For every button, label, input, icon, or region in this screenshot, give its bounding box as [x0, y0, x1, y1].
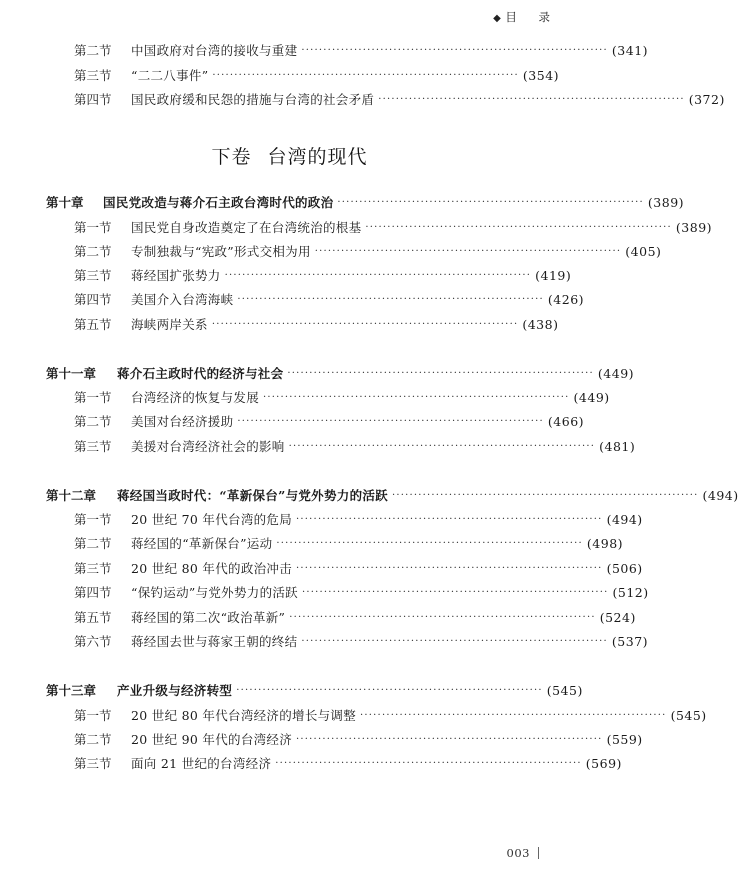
dot-leader: ······································································	[301, 635, 608, 647]
section-number: 第四节	[74, 292, 112, 307]
toc-section-row[interactable]	[74, 288, 585, 310]
volume-title: 台湾的现代	[267, 146, 368, 168]
section-title: 台湾经济的恢复与发展	[131, 390, 260, 405]
dot-leader: ······································································	[212, 69, 519, 81]
toc-section-row[interactable]	[74, 240, 662, 262]
page-ref: (494)	[702, 487, 739, 503]
dot-leader: ······································································	[296, 562, 603, 574]
running-header	[493, 9, 559, 25]
dot-leader: ······································································	[301, 44, 608, 56]
section-number: 第三节	[74, 439, 112, 454]
page-ref: (419)	[535, 267, 572, 283]
dot-leader: ······································································	[276, 537, 583, 549]
chapter-title: 产业升级与经济转型	[117, 683, 233, 698]
page-number: 003	[506, 846, 530, 860]
dot-leader: ······································································	[289, 611, 596, 623]
section-title: 国民党自身改造奠定了在台湾统治的根基	[131, 220, 362, 235]
chapter-number: 第十三章	[46, 683, 97, 698]
toc-chapter-row[interactable]	[46, 484, 739, 506]
section-title: 美国对台经济援助	[131, 414, 234, 429]
page-ref: (426)	[547, 291, 585, 307]
volume-part: 下卷	[211, 146, 252, 168]
section-number: 第一节	[74, 512, 112, 527]
dot-leader: ······································································	[296, 733, 603, 745]
dot-leader: ······································································	[314, 245, 622, 257]
section-number: 第三节	[74, 756, 112, 771]
toc-section-row[interactable]	[74, 264, 572, 286]
section-title: 蒋经国扩张势力	[131, 268, 221, 283]
toc-section-row[interactable]	[74, 630, 649, 652]
page-footer	[507, 846, 539, 860]
chapter-title: 蒋介石主政时代的经济与社会	[117, 366, 284, 381]
dot-leader: ······································································	[391, 489, 699, 501]
section-number: 第四节	[74, 92, 112, 107]
dot-leader: ······································································	[224, 269, 532, 281]
page-ref: (372)	[688, 91, 725, 107]
dot-leader: ······································································	[378, 93, 685, 105]
page-ref: (449)	[597, 365, 635, 381]
page-ref: (569)	[585, 755, 622, 771]
toc-section-row[interactable]	[74, 435, 636, 457]
toc-section-row[interactable]	[74, 704, 707, 726]
page-ref: (559)	[606, 731, 643, 747]
chapter-number: 第十二章	[46, 488, 97, 503]
section-title: 20 世纪 80 年代台湾经济的增长与调整	[131, 708, 357, 723]
chapter-number: 第十章	[46, 195, 84, 210]
toc-section-row[interactable]	[74, 728, 643, 750]
section-title: 20 世纪 90 年代的台湾经济	[131, 732, 293, 747]
footer-divider	[538, 847, 539, 859]
section-number: 第六节	[74, 634, 112, 649]
toc-section-row[interactable]	[74, 581, 649, 603]
toc-chapter-row[interactable]	[46, 362, 635, 384]
toc-section-row[interactable]	[74, 216, 713, 238]
section-number: 第二节	[74, 414, 112, 429]
section-title: 20 世纪 80 年代的政治冲击	[131, 561, 293, 576]
section-title: “二二八事件”	[131, 68, 209, 83]
section-number: 第一节	[74, 708, 112, 723]
section-number: 第二节	[74, 43, 112, 58]
section-number: 第五节	[74, 317, 112, 332]
toc-section-row[interactable]	[74, 410, 585, 432]
toc-section-row[interactable]	[74, 64, 560, 86]
page-ref: (354)	[522, 67, 560, 83]
section-title: 海峡两岸关系	[131, 317, 208, 332]
section-title: 面向 21 世纪的台湾经济	[131, 756, 272, 771]
header-label: 目 录	[505, 10, 559, 24]
toc-section-row[interactable]	[74, 88, 725, 110]
toc-section-row[interactable]	[74, 606, 636, 628]
toc-section-row[interactable]	[74, 386, 610, 408]
section-number: 第五节	[74, 610, 112, 625]
toc-section-row[interactable]	[74, 39, 649, 61]
page-ref: (498)	[586, 535, 624, 551]
dot-leader: ······································································	[296, 513, 603, 525]
dot-leader: ······································································	[211, 318, 519, 330]
page-ref: (389)	[675, 219, 713, 235]
dot-leader: ······································································	[263, 391, 570, 403]
section-number: 第二节	[74, 536, 112, 551]
section-title: 蒋经国去世与蒋家王朝的终结	[131, 634, 298, 649]
page-ref: (545)	[670, 707, 707, 723]
chapter-title: 蒋经国当政时代：“革新保台”与党外势力的活跃	[117, 488, 388, 503]
dot-leader: ······································································	[365, 221, 672, 233]
dot-leader: ······································································	[360, 709, 667, 721]
section-title: 美援对台湾经济社会的影响	[131, 439, 285, 454]
page-ref: (405)	[625, 243, 662, 259]
dot-leader: ······································································	[236, 684, 543, 696]
page-ref: (524)	[599, 609, 636, 625]
section-number: 第二节	[74, 244, 112, 259]
toc-section-row[interactable]	[74, 508, 643, 530]
page-ref: (506)	[606, 560, 643, 576]
section-number: 第三节	[74, 268, 112, 283]
page-ref: (341)	[611, 42, 649, 58]
section-title: 蒋经国的第二次“政治革新”	[131, 610, 286, 625]
toc-chapter-row[interactable]	[46, 679, 583, 701]
section-number: 第三节	[74, 68, 112, 83]
dot-leader: ······································································	[237, 415, 544, 427]
dot-leader: ······································································	[275, 757, 582, 769]
toc-chapter-row[interactable]	[46, 191, 685, 213]
dot-leader: ······································································	[237, 293, 544, 305]
section-number: 第三节	[74, 561, 112, 576]
dot-leader: ······································································	[301, 586, 609, 598]
dot-leader: ······································································	[287, 367, 594, 379]
page-ref: (545)	[546, 682, 583, 698]
page-ref: (512)	[612, 584, 649, 600]
toc-section-row[interactable]	[74, 313, 559, 335]
chapter-number: 第十一章	[46, 366, 97, 381]
section-title: “保钓运动”与党外势力的活跃	[131, 585, 298, 600]
chapter-title: 国民党改造与蒋介石主政台湾时代的政治	[103, 195, 334, 210]
section-number: 第四节	[74, 585, 112, 600]
page-ref: (438)	[522, 316, 559, 332]
diamond-icon: ◆	[493, 13, 502, 24]
section-number: 第一节	[74, 390, 112, 405]
section-title: 国民政府缓和民怨的措施与台湾的社会矛盾	[131, 92, 375, 107]
section-title: 蒋经国的“革新保台”运动	[131, 536, 273, 551]
page-ref: (466)	[547, 413, 585, 429]
toc-section-row[interactable]	[74, 532, 624, 554]
dot-leader: ······································································	[337, 196, 644, 208]
page-ref: (494)	[606, 511, 643, 527]
page-ref: (449)	[573, 389, 610, 405]
section-number: 第一节	[74, 220, 112, 235]
page-ref: (537)	[611, 633, 649, 649]
section-number: 第二节	[74, 732, 112, 747]
page-ref: (481)	[599, 438, 636, 454]
section-title: 20 世纪 70 年代台湾的危局	[131, 512, 293, 527]
volume-heading	[0, 142, 579, 169]
toc-section-row[interactable]	[74, 752, 622, 774]
section-title: 专制独裁与“宪政”形式交相为用	[131, 244, 311, 259]
section-title: 中国政府对台湾的接收与重建	[131, 43, 298, 58]
section-title: 美国介入台湾海峡	[131, 292, 234, 307]
dot-leader: ······································································	[288, 440, 596, 452]
page-ref: (389)	[647, 194, 685, 210]
toc-section-row[interactable]	[74, 557, 643, 579]
